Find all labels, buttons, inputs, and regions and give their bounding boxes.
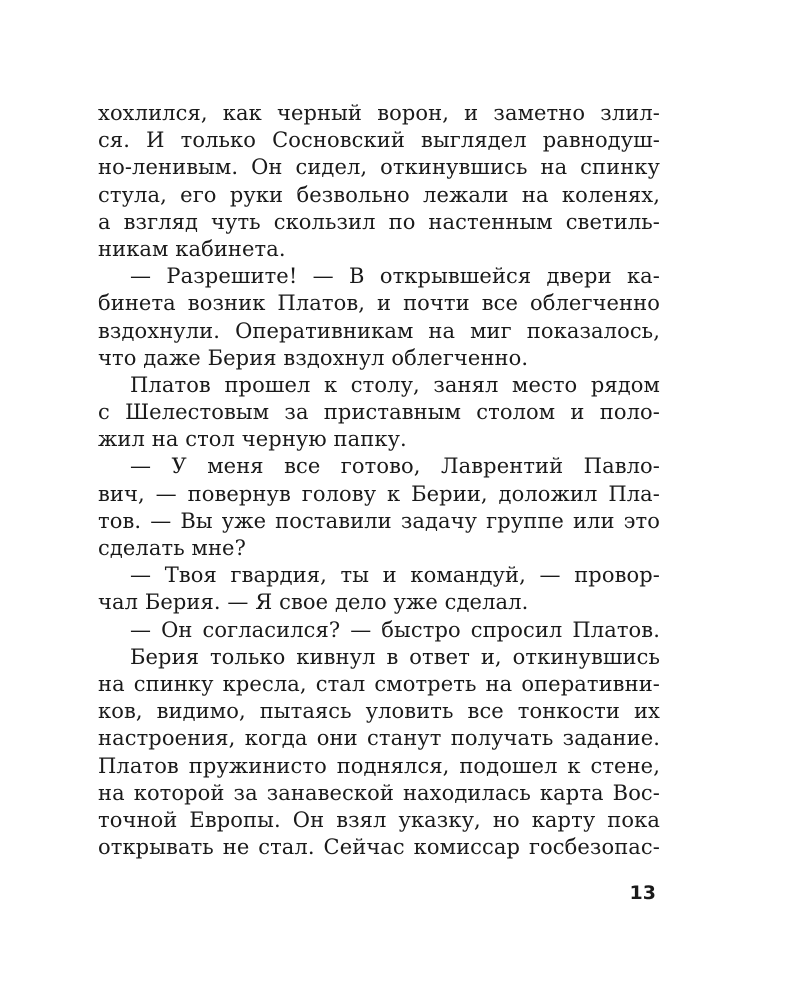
text-line: бинета возник Платов, и почти все облегченно <box>98 291 660 316</box>
text-line: вич, — повернув голову к Берии, доложил Пла- <box>98 481 660 506</box>
text-line: но-ленивым. Он сидел, откинувшись на спинку <box>98 155 660 180</box>
text-line: сделать мне? <box>98 536 246 560</box>
body-text <box>98 100 660 861</box>
text-line: что даже Берия вздохнул облегченно. <box>98 345 529 370</box>
text-line: — У меня все готово, Лаврентий Павло- <box>130 454 660 479</box>
text-line: тов. — Вы уже поставили задачу группе или это <box>98 508 660 533</box>
text-line: ков, видимо, пытаясь уловить все тонкости их <box>98 699 660 724</box>
text-line: жил на стол черную папку. <box>98 427 407 452</box>
text-line: настроения, когда они станут получать задание. <box>98 726 660 751</box>
text-line: Платов прошел к столу, занял место рядом <box>130 372 660 397</box>
text-line: с Шелестовым за приставным столом и поло- <box>98 400 660 425</box>
text-line: на спинку кресла, стал смотреть на оперативни- <box>98 671 660 696</box>
text-line: открывать не стал. Сейчас комиссар госбезопас- <box>98 835 660 860</box>
text-line: чал Берия. — Я свое дело уже сделал. <box>98 590 529 615</box>
page-number: 13 <box>629 882 656 904</box>
text-line: — Твоя гвардия, ты и командуй, — провор- <box>130 563 660 588</box>
text-line: а взгляд чуть скользил по настенным светиль- <box>98 209 660 234</box>
text-line: на которой за занавеской находилась карта Вос- <box>98 780 660 805</box>
text-line: вздохнули. Оперативникам на миг показалось, <box>98 318 660 343</box>
text-line: точной Европы. Он взял указку, но карту пока <box>98 807 660 832</box>
text-line: никам кабинета. <box>98 236 286 261</box>
text-line: Берия только кивнул в ответ и, откинувшись <box>130 644 660 669</box>
text-line: Платов пружинисто поднялся, подошел к стене, <box>98 753 660 778</box>
text-line: — Разрешите! — В открывшейся двери ка- <box>130 264 660 289</box>
text-line: ся. И только Сосновский выглядел равнодуш- <box>98 128 660 153</box>
text-line: хохлился, как черный ворон, и заметно злил- <box>98 101 660 125</box>
text-line: стула, его руки безвольно лежали на коленях, <box>98 182 660 207</box>
text-line: — Он согласился? — быстро спросил Платов. <box>130 617 660 642</box>
